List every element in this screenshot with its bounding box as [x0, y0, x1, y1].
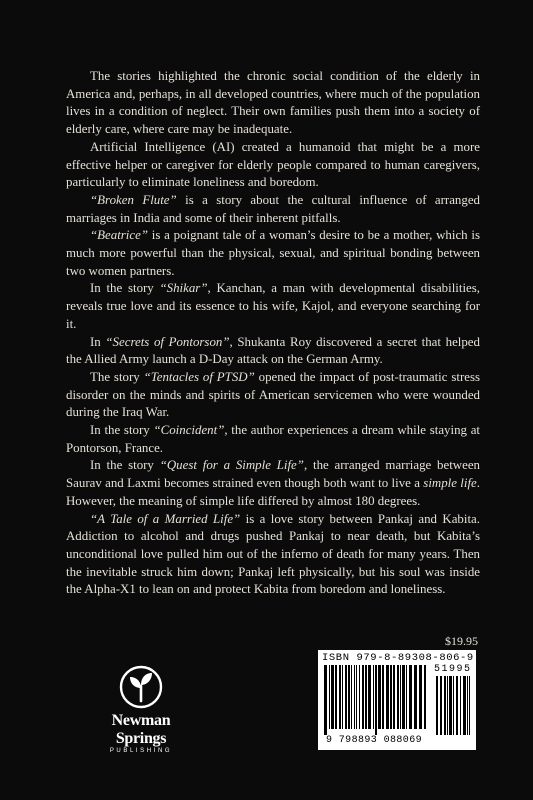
blurb-paragraph: [66, 369, 480, 422]
story-title: “Broken Flute”: [90, 192, 177, 207]
blurb-paragraph: [66, 457, 480, 510]
back-cover-blurb: [66, 68, 480, 599]
blurb-paragraph: [66, 227, 480, 280]
blurb-text: is a story about the cultural influence of arranged marriages in India and some of their inherent pitfalls.: [66, 192, 480, 225]
price-supplement-number: 51995: [434, 664, 472, 675]
blurb-text: The stories highlighted the chronic social condition of the elderly in America and, perhaps, in all developed countries, where much of the population lives in a condition of neglect. Their own families push them into a society of elderly care, where care may be inadequate.: [66, 69, 480, 137]
story-title: “Secrets of Pontorson”: [105, 334, 230, 349]
blurb-text: is a love story between Pankaj and Kabita. Addiction to alcohol and drugs pushed Pankaj to near death, but Kabita’s unconditional love pulled him out of the inferno of death for many years. Then the inevitable struck him down; Pankaj left physically, but his soul was inside the Alpha-X1 to lean on and protect Kabita from boredom and loneliness.: [66, 511, 480, 597]
blurb-text: The story: [90, 369, 144, 384]
story-title: “Tentacles of PTSD”: [143, 369, 255, 384]
story-title: “Shikar”: [159, 281, 208, 296]
publisher-name: Newman Springs: [111, 712, 171, 747]
ean-barcode-bars: [324, 665, 428, 735]
supplement-barcode-bars: [436, 676, 472, 735]
price-label: $19.95: [445, 634, 478, 648]
blurb-paragraph: [66, 139, 480, 192]
blurb-paragraph: [66, 511, 480, 600]
blurb-paragraph: [66, 280, 480, 333]
publisher-subtitle: PUBLISHING: [109, 748, 173, 754]
blurb-paragraph: [66, 68, 480, 139]
isbn-barcode: [318, 650, 476, 750]
blurb-text: . However, the meaning of simple life differed by almost 180 degrees.: [66, 476, 480, 508]
blurb-text: , Kanchan, a man with developmental disabilities, reveals true love and its essence to his wife, Kajol, and everyone searching for it.: [66, 281, 480, 331]
blurb-text: is a poignant tale of a woman’s desire to be a mother, which is much more powerful than the physical, sexual, and spiritual bonding between two women partners.: [66, 228, 480, 278]
story-title: “Quest for a Simple Life”: [159, 458, 304, 473]
story-title: “Beatrice”: [90, 228, 149, 243]
blurb-text: opened the impact of post-traumatic stress disorder on the minds and spirits of American servicemen who were wounded during the Iraq War.: [66, 369, 480, 420]
blurb-text: Artificial Intelligence (AI) created a humanoid that might be a more effective helper or caregiver for elderly people compared to human caregivers, particularly to eliminate loneliness and boredom.: [66, 139, 480, 190]
blurb-text: , Shukanta Roy discovered a secret that helped the Allied Army launch a D-Day attack on the German Army.: [66, 334, 480, 367]
seedling-icon: [118, 664, 164, 710]
story-title: “Coincident”: [153, 423, 225, 438]
blurb-text: , the arranged marriage between Saurav and Laxmi becomes strained even though both want to live a: [66, 458, 480, 491]
ean-number: 9 798893 088069: [325, 735, 422, 746]
blurb-text: In: [90, 334, 106, 349]
isbn-number: ISBN 979-8-89308-806-9: [322, 652, 474, 664]
blurb-text: In the story: [90, 458, 160, 473]
blurb-text: , the author experiences a dream while staying at Pontorson, France.: [66, 423, 480, 455]
blurb-text: In the story: [90, 281, 160, 296]
story-title: “A Tale of a Married Life”: [90, 511, 241, 526]
publisher-logo: [86, 664, 196, 754]
blurb-paragraph: [66, 192, 480, 227]
blurb-text: In the story: [90, 423, 154, 438]
emphasis-text: simple life: [423, 476, 477, 491]
blurb-paragraph: [66, 422, 480, 457]
blurb-paragraph: [66, 334, 480, 369]
